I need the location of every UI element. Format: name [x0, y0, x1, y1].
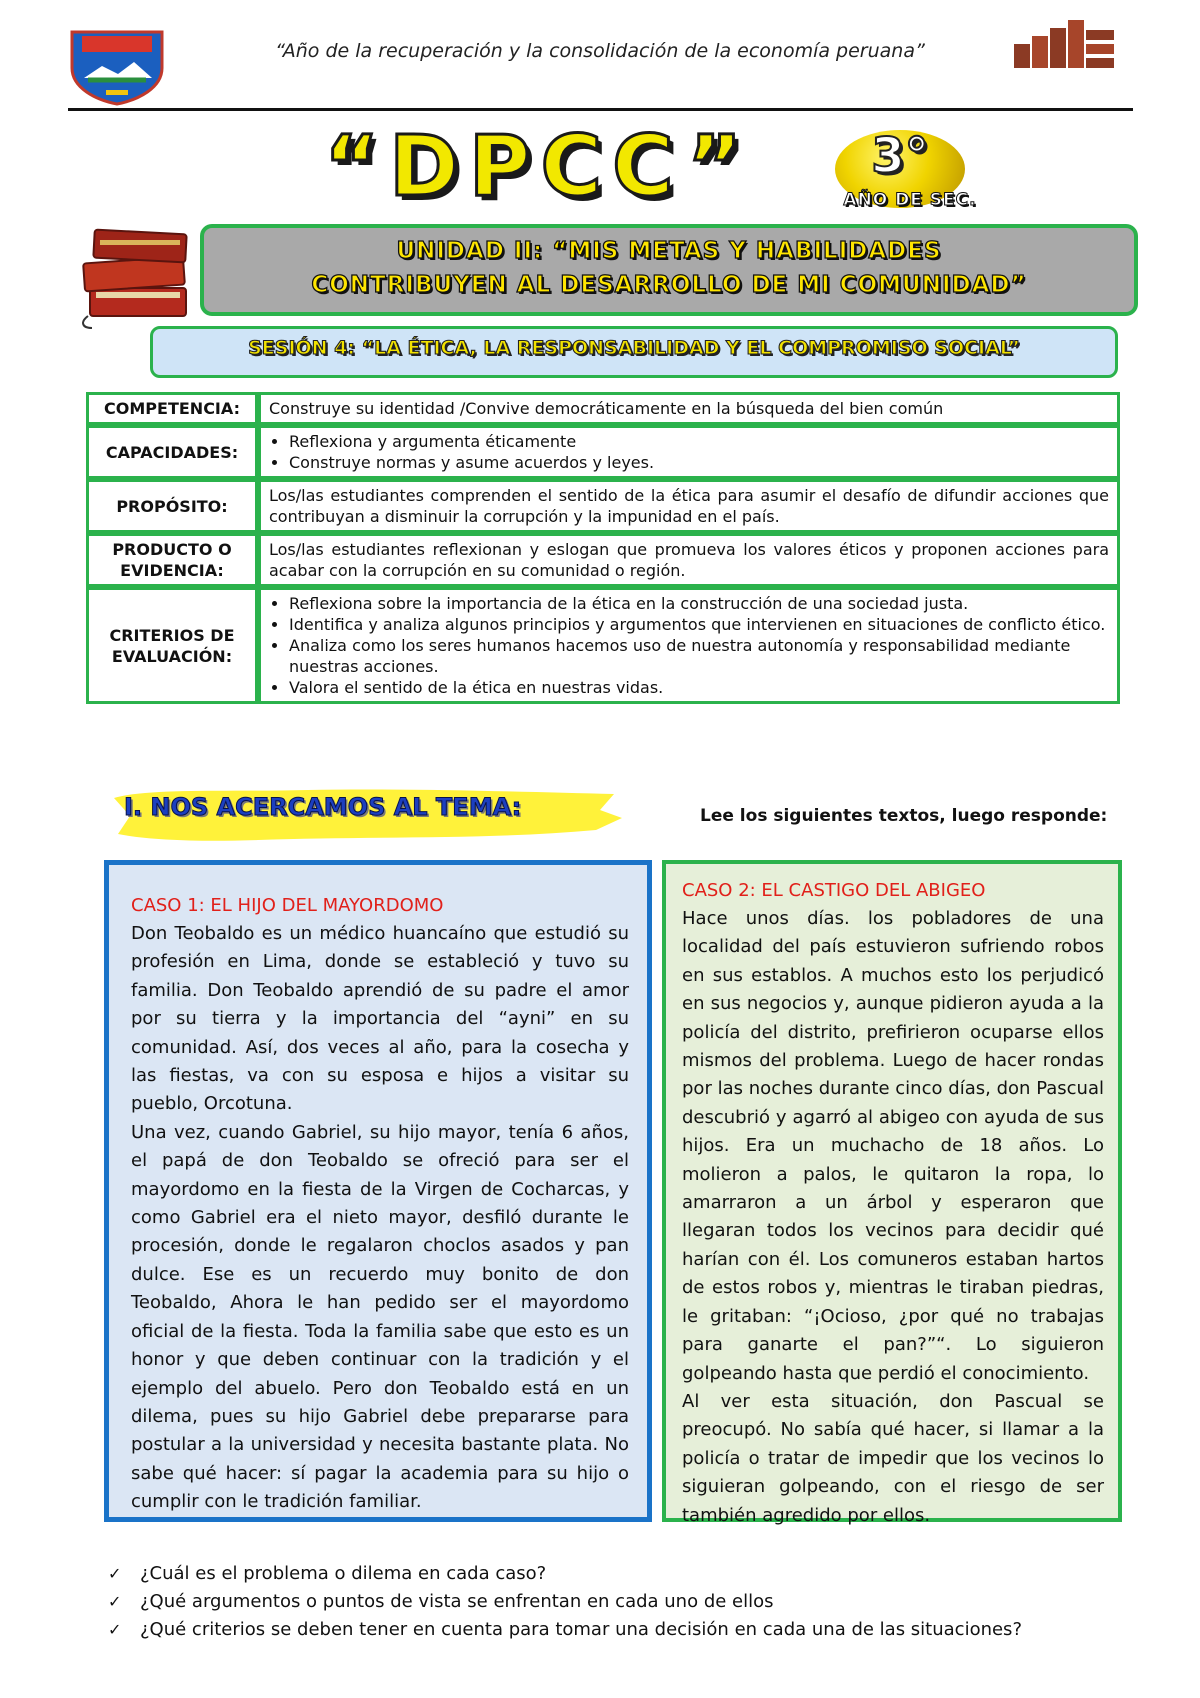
case-1-box [104, 860, 652, 1522]
session-title: SESIÓN 4: “LA ÉTICA, LA RESPONSABILIDAD Y EL COMPROMISO SOCIAL” [248, 337, 1020, 359]
checkmark-icon: ✓ [108, 1564, 122, 1583]
proposito-label: PROPÓSITO: [86, 479, 258, 533]
books-illustration [78, 222, 202, 332]
question-text: ¿Cuál es el problema o dilema en cada caso? [140, 1563, 547, 1584]
case-1-paragraph-2: Una vez, cuando Gabriel, su hijo mayor, tenía 6 años, el papá de don Teobaldo se ofreció para ser el mayordomo en la fiesta de la Virgen de Cocharcas, y como Gabriel era el nieto mayor, desfiló durante le procesión, donde le regalaron choclos asados y pan dulce. Ese es un recuerdo muy bonito de don Teobaldo, Ahora le han pedido ser el mayordomo oficial de la fiesta. Toda la familia sabe que esto es un honor y que deben continuar con la tradición y el ejemplo del abuelo. Pero don Teobaldo está en un dilema, pues su hijo Gabriel debe prepararse para postular a la universidad y necesita bastante plata. No sabe qué hacer: sí pagar la academia para su hijo o cumplir con le tradición familiar. [131, 1121, 629, 1513]
case-1-paragraph-1: Don Teobaldo es un médico huancaíno que estudió su profesión en Lima, donde se estableció y tuvo su familia. Don Teobaldo aprendió de su padre el amor por su tierra y la importancia del “ayni” en su comunidad. Así, dos veces al año, para la cosecha y las fiestas, va con su esposa e hijos a visitar su pueblo, Orcotuna. [131, 923, 629, 1115]
case-2-title: CASO 2: EL CASTIGO DEL ABIGEO [682, 880, 986, 901]
ministry-logo [1008, 14, 1118, 100]
capacidades-value [258, 425, 1120, 479]
list-item: • Construye normas y asume acuerdos y leyes. [289, 452, 1109, 473]
case-2-paragraph-1: Hace unos días. los pobladores de una localidad del país estuvieron sufriendo robos en sus establos. A muchos esto los perjudicó en sus negocios y, aunque pidieron ayuda a la policía del distrito, prefirieron ocuparse ellos mismos del problema. Luego de hacer rondas por las noches durante cinco días, don Pascual descubrió y agarró al abigeo con ayuda de sus hijos. Era un muchacho de 18 años. Lo molieron a palos, le quitaron la ropa, lo amarraron a un árbol y esperaron que llegaran todos los vecinos para decidir qué harían con él. Los comuneros estaban hartos de estos robos y, mientras le tiraban piedras, le gritaban: “¡Ocioso, ¿por qué no trabajas para ganarte el pan?”“. Lo siguieron golpeando hasta que perdió el conocimiento. [682, 908, 1104, 1384]
competency-table [86, 392, 1120, 704]
competencia-value: Construye su identidad /Convive democráticamente en la búsqueda del bien común [258, 392, 1120, 425]
case-1-title: CASO 1: EL HIJO DEL MAYORDOMO [131, 895, 444, 916]
table-row-competencia [86, 392, 1120, 425]
header-quote: “Año de la recuperación y la consolidación de la economía peruana” [275, 40, 925, 62]
list-item: • Reflexiona y argumenta éticamente [289, 431, 1109, 452]
school-logo [68, 28, 166, 106]
question-text: ¿Qué argumentos o puntos de vista se enfrentan en cada uno de ellos [140, 1591, 774, 1612]
course-title: “DPCC” [323, 117, 753, 215]
competencia-label: COMPETENCIA: [86, 392, 258, 425]
checkmark-icon: ✓ [108, 1592, 122, 1611]
producto-label: PRODUCTO O EVIDENCIA: [86, 533, 258, 587]
header-divider [68, 108, 1133, 111]
unit-title-line1: UNIDAD II: “MIS METAS Y HABILIDADES [396, 238, 942, 264]
table-row-criterios [86, 587, 1120, 704]
table-row-proposito [86, 479, 1120, 533]
proposito-value: Los/las estudiantes comprenden el sentido de la ética para asumir el desafío de difundir acciones que contribuyan a disminuir la corrupción y la impunidad en el país. [258, 479, 1120, 533]
capacidades-label: CAPACIDADES: [86, 425, 258, 479]
checkmark-icon: ✓ [108, 1620, 122, 1639]
grade-text: AÑO DE SEC. [843, 190, 977, 210]
capacidades-list [269, 431, 1109, 473]
question-item [106, 1588, 1116, 1616]
unit-title-line2: CONTRIBUYEN AL DESARROLLO DE MI COMUNIDAD” [311, 272, 1027, 298]
list-item: • Analiza como los seres humanos hacemos uso de nuestra autonomía y responsabilidad mediante nuestras acciones. [289, 635, 1109, 677]
question-list [106, 1560, 1116, 1644]
table-row-capacidades [86, 425, 1120, 479]
question-text: ¿Qué criterios se deben tener en cuenta para tomar una decisión en cada una de las situaciones? [140, 1619, 1022, 1640]
list-item: • Identifica y analiza algunos principios y argumentos que intervienen en situaciones de conflicto ético. [289, 614, 1109, 635]
list-item: • Valora el sentido de la ética en nuestras vidas. [289, 677, 1109, 698]
criterios-value [258, 587, 1120, 704]
table-row-producto [86, 533, 1120, 587]
instruction-text: Lee los siguientes textos, luego responde: [700, 806, 1108, 826]
question-item [106, 1560, 1116, 1588]
question-item [106, 1616, 1116, 1644]
case-2-box [662, 860, 1122, 1526]
list-item: • Reflexiona sobre la importancia de la ética en la construcción de una sociedad justa. [289, 593, 1109, 614]
section-title: I. NOS ACERCAMOS AL TEMA: [124, 793, 522, 821]
criterios-list [269, 593, 1109, 698]
case-2-paragraph-2: Al ver esta situación, don Pascual se preocupó. No sabía qué hacer, si llamar a la policía o tratar de impedir que los vecinos lo siguieran golpeando, con el riesgo de ser también agredido por ellos. [682, 1390, 1104, 1526]
grade-number: 3° [871, 128, 929, 184]
criterios-label: CRITERIOS DE EVALUACIÓN: [86, 587, 258, 704]
producto-value: Los/las estudiantes reflexionan y eslogan que promueva los valores éticos y proponen acciones para acabar con la corrupción en su comunidad o región. [258, 533, 1120, 587]
